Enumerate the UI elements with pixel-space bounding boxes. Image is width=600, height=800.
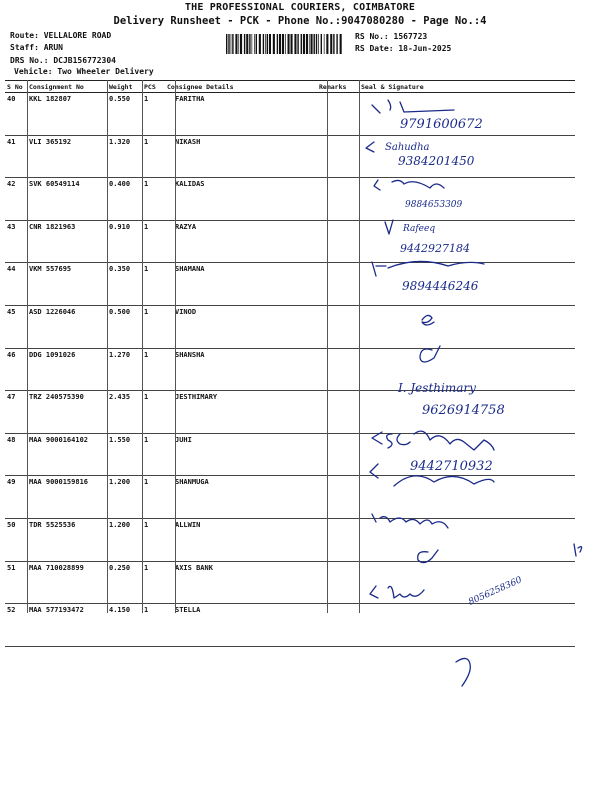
row-consignment-no: KKL 182807	[27, 93, 107, 136]
row-seal-signature	[349, 348, 575, 391]
row-sno: 50	[5, 518, 27, 561]
row-consignee: VINOD	[165, 305, 317, 348]
row-pcs: 1	[142, 391, 165, 434]
row-consignment-no: SVK 60549114	[27, 178, 107, 221]
row-pcs: 1	[142, 178, 165, 221]
row-sno: 46	[5, 348, 27, 391]
name-47: I. Jesthimary	[398, 381, 476, 395]
row-consignee: NIKASH	[165, 135, 317, 178]
row-consignee: JESTHIMARY	[165, 391, 317, 434]
route-label: Route: VELLALORE ROAD	[10, 31, 112, 40]
col-remarks-header: Remarks	[317, 81, 349, 93]
row-consignee: SHAMANA	[165, 263, 317, 306]
runsheet-subtitle: Delivery Runsheet - PCK - Phone No.:9047080280 - Page No.:4	[113, 15, 487, 27]
row-seal-signature	[349, 178, 575, 221]
name-41: Sahudha	[385, 142, 430, 153]
row-consignee: JUHI	[165, 433, 317, 476]
row-weight: 1.550	[107, 433, 142, 476]
row-weight: 0.910	[107, 220, 142, 263]
row-consignee: AXIS BANK	[165, 561, 317, 604]
table-row	[5, 178, 575, 221]
phone-44: 9894446246	[402, 279, 479, 293]
row-pcs: 1	[142, 604, 165, 647]
column-divider	[327, 80, 328, 613]
row-consignee: ALLWIN	[165, 518, 317, 561]
row-sno: 45	[5, 305, 27, 348]
row-weight: 1.320	[107, 135, 142, 178]
col-seal-header: Seal & Signature	[349, 81, 575, 93]
row-remarks	[317, 518, 349, 561]
row-consignment-no: CNR 1821963	[27, 220, 107, 263]
phone-49: 9442710932	[410, 459, 493, 474]
row-remarks	[317, 263, 349, 306]
row-pcs: 1	[142, 263, 165, 306]
row-seal-signature	[349, 604, 575, 647]
row-weight: 0.250	[107, 561, 142, 604]
row-sno: 47	[5, 391, 27, 434]
table-header-row	[5, 81, 575, 93]
row-pcs: 1	[142, 305, 165, 348]
phone-41: 9384201450	[398, 154, 475, 168]
row-seal-signature	[349, 391, 575, 434]
row-consignment-no: MAA 9000159816	[27, 476, 107, 519]
phone-40: 9791600672	[400, 117, 483, 132]
column-divider	[142, 80, 143, 613]
row-remarks	[317, 135, 349, 178]
row-weight: 0.550	[107, 93, 142, 136]
row-weight: 0.400	[107, 178, 142, 221]
column-divider	[107, 80, 108, 613]
row-consignment-no: MAA 9000164102	[27, 433, 107, 476]
row-remarks	[317, 305, 349, 348]
row-remarks	[317, 433, 349, 476]
row-remarks	[317, 391, 349, 434]
row-sno: 52	[5, 604, 27, 647]
col-weight-header: Weight	[107, 81, 142, 93]
row-weight: 1.270	[107, 348, 142, 391]
row-pcs: 1	[142, 135, 165, 178]
stray-mark	[456, 658, 470, 686]
row-remarks	[317, 178, 349, 221]
name-43: Rafeeq	[403, 224, 436, 234]
table-row	[5, 518, 575, 561]
row-consignment-no: VLI 365192	[27, 135, 107, 178]
table-row	[5, 561, 575, 604]
row-consignee: KALIDAS	[165, 178, 317, 221]
column-divider	[359, 80, 360, 613]
row-seal-signature	[349, 433, 575, 476]
phone-43: 9442927184	[400, 242, 470, 255]
row-consignment-no: VKM 557695	[27, 263, 107, 306]
rs-date: RS Date: 18-Jun-2025	[355, 44, 452, 53]
row-seal-signature	[349, 135, 575, 178]
row-seal-signature	[349, 518, 575, 561]
runsheet-table	[5, 80, 575, 647]
row-weight: 1.200	[107, 476, 142, 519]
row-pcs: 1	[142, 220, 165, 263]
row-seal-signature	[349, 561, 575, 604]
column-divider	[175, 80, 176, 613]
column-divider	[27, 80, 28, 613]
row-consignment-no: ASD 1226046	[27, 305, 107, 348]
phone-52: 8056258360	[467, 575, 524, 608]
row-pcs: 1	[142, 518, 165, 561]
row-consignment-no: MAA 710028899	[27, 561, 107, 604]
row-seal-signature	[349, 305, 575, 348]
table-row	[5, 348, 575, 391]
row-seal-signature	[349, 220, 575, 263]
row-consignee: RAZYA	[165, 220, 317, 263]
barcode-icon	[226, 34, 344, 54]
row-consignment-no: DDG 1091026	[27, 348, 107, 391]
row-pcs: 1	[142, 561, 165, 604]
row-pcs: 1	[142, 433, 165, 476]
row-consignee: FARITHA	[165, 93, 317, 136]
row-seal-signature	[349, 476, 575, 519]
row-sno: 41	[5, 135, 27, 178]
row-remarks	[317, 604, 349, 647]
row-weight: 4.150	[107, 604, 142, 647]
vehicle-label: Vehicle: Two Wheeler Delivery	[14, 67, 154, 76]
row-remarks	[317, 561, 349, 604]
table-row	[5, 305, 575, 348]
table-row	[5, 604, 575, 647]
table-row	[5, 476, 575, 519]
row-pcs: 1	[142, 93, 165, 136]
row-remarks	[317, 476, 349, 519]
row-sno: 42	[5, 178, 27, 221]
row-consignment-no: TDR 5525536	[27, 518, 107, 561]
row-weight: 0.500	[107, 305, 142, 348]
row-sno: 44	[5, 263, 27, 306]
col-consignment-header: Consignment No	[27, 81, 107, 93]
row-consignment-no: TRZ 240575390	[27, 391, 107, 434]
row-remarks	[317, 220, 349, 263]
row-remarks	[317, 348, 349, 391]
row-sno: 48	[5, 433, 27, 476]
row-consignee: STELLA	[165, 604, 317, 647]
table-row	[5, 391, 575, 434]
row-weight: 0.350	[107, 263, 142, 306]
row-sno: 40	[5, 93, 27, 136]
row-seal-signature	[349, 93, 575, 136]
row-seal-signature	[349, 263, 575, 306]
row-sno: 49	[5, 476, 27, 519]
row-consignment-no: MAA 577193472	[27, 604, 107, 647]
row-pcs: 1	[142, 348, 165, 391]
row-consignee: SHANSHA	[165, 348, 317, 391]
col-consignee-header: Consignee Details	[165, 81, 317, 93]
table-row	[5, 433, 575, 476]
col-pcs-header: PCS	[142, 81, 165, 93]
drs-number: DRS No.: DCJB156772304	[10, 56, 116, 65]
row-weight: 1.200	[107, 518, 142, 561]
phone-47: 9626914758	[422, 403, 505, 418]
rs-number: RS No.: 1567723	[355, 32, 428, 41]
staff-label: Staff: ARUN	[10, 43, 63, 52]
phone-42: 9884653309	[405, 200, 463, 210]
table-row	[5, 135, 575, 178]
col-sno-header: S No	[5, 81, 27, 93]
row-consignee: SHANMUGA	[165, 476, 317, 519]
row-sno: 43	[5, 220, 27, 263]
table-row	[5, 263, 575, 306]
row-pcs: 1	[142, 476, 165, 519]
row-remarks	[317, 93, 349, 136]
table-row	[5, 93, 575, 136]
table-row	[5, 220, 575, 263]
row-weight: 2.435	[107, 391, 142, 434]
row-sno: 51	[5, 561, 27, 604]
company-title: THE PROFESSIONAL COURIERS, COIMBATORE	[184, 2, 416, 13]
